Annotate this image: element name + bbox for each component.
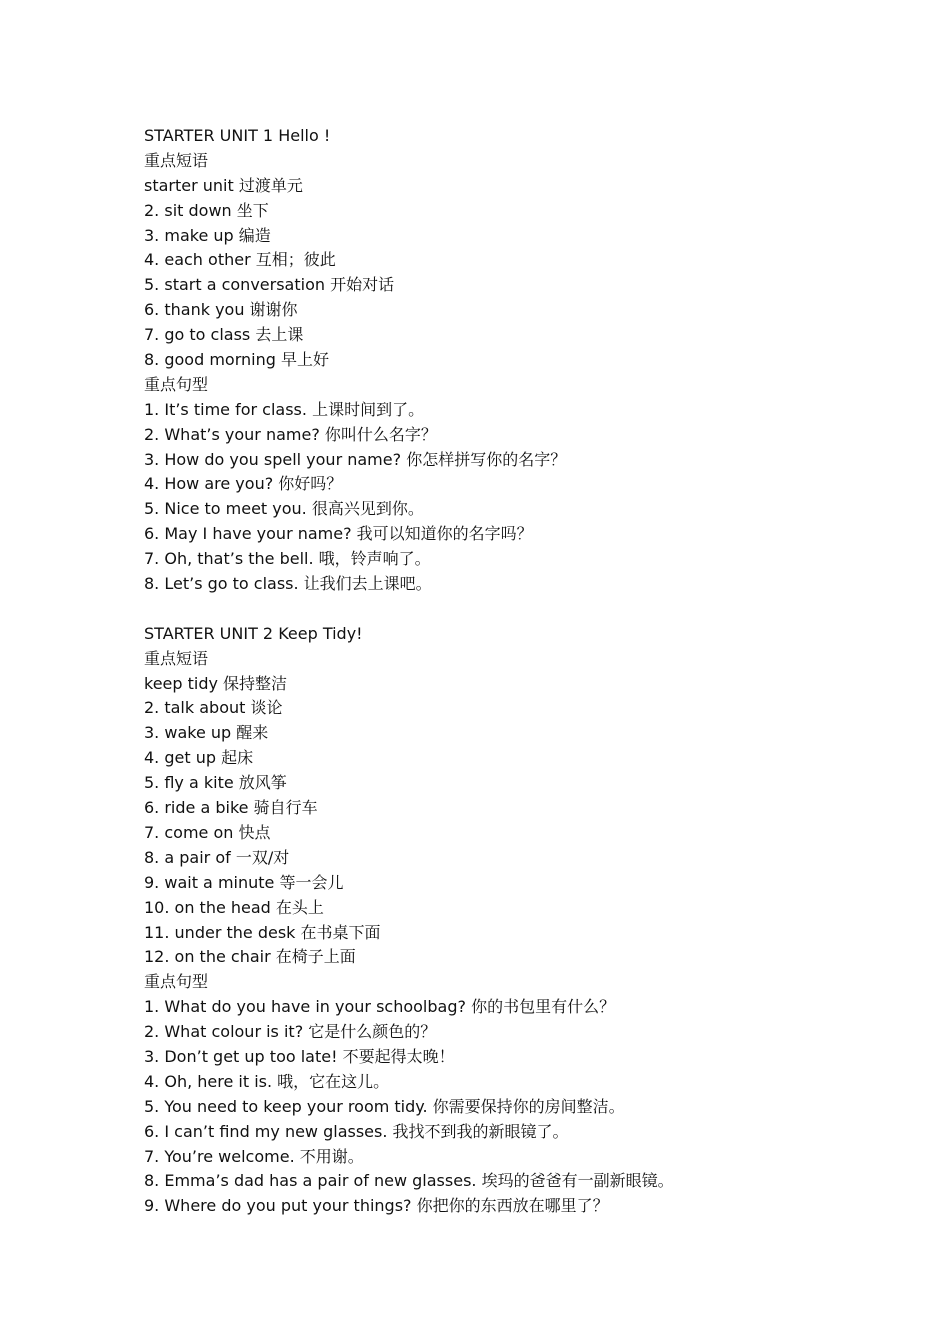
phrase-item: 6. ride a bike 骑自行车	[144, 798, 318, 818]
phrase-item: 10. on the head 在头上	[144, 897, 324, 917]
sentence-item: 3. How do you spell your name? 你怎样拼写你的名字？	[144, 449, 567, 469]
sentence-item: 9. Where do you put your things? 你把你的东西放在哪里了？	[144, 1196, 609, 1216]
phrases-heading: 重点短语	[144, 150, 209, 170]
sentence-item: 1. What do you have in your schoolbag? 你的书包里有什么？	[144, 997, 616, 1017]
sentences-heading: 重点句型	[144, 374, 209, 394]
sentences-heading: 重点句型	[144, 972, 209, 992]
phrase-item: starter unit 过渡单元	[144, 175, 303, 195]
sentence-item: 4. Oh, here it is. 哦，它在这儿。	[144, 1071, 390, 1091]
sentence-item: 2. What’s your name? 你叫什么名字？	[144, 424, 437, 444]
phrase-item: 3. make up 编造	[144, 225, 271, 245]
sentence-item: 2. What colour is it? 它是什么颜色的？	[144, 1022, 437, 1042]
phrase-item: 9. wait a minute 等一会儿	[144, 872, 344, 892]
section-spacer	[144, 597, 924, 622]
sentence-item: 6. I can’t find my new glasses. 我找不到我的新眼镜了。	[144, 1121, 569, 1141]
phrase-item: 6. thank you 谢谢你	[144, 300, 298, 320]
sentence-item: 1. It’s time for class. 上课时间到了。	[144, 399, 425, 419]
unit-title: STARTER UNIT 2 Keep Tidy!	[144, 623, 363, 643]
phrase-item: 2. sit down 坐下	[144, 200, 269, 220]
unit-title: STARTER UNIT 1 Hello !	[144, 126, 331, 145]
phrase-item: 4. get up 起床	[144, 748, 254, 768]
sentence-item: 5. Nice to meet you. 很高兴见到你。	[144, 499, 424, 519]
phrase-item: 8. good morning 早上好	[144, 350, 329, 370]
sentence-item: 3. Don’t get up too late! 不要起得太晚！	[144, 1046, 455, 1066]
phrase-item: keep tidy 保持整洁	[144, 673, 288, 693]
phrase-item: 2. talk about 谈论	[144, 698, 283, 718]
phrase-item: 5. start a conversation 开始对话	[144, 275, 395, 295]
phrase-item: 12. on the chair 在椅子上面	[144, 947, 356, 967]
phrase-item: 11. under the desk 在书桌下面	[144, 922, 381, 942]
sentence-item: 4. How are you? 你好吗？	[144, 474, 343, 494]
phrase-item: 8. a pair of 一双/对	[144, 847, 290, 867]
sentence-item: 8. Let’s go to class. 让我们去上课吧。	[144, 574, 432, 594]
phrase-item: 7. go to class 去上课	[144, 325, 304, 345]
phrases-heading: 重点短语	[144, 648, 209, 668]
sentence-item: 7. Oh, that’s the bell. 哦，铃声响了。	[144, 549, 431, 569]
sentence-item: 6. May I have your name? 我可以知道你的名字吗？	[144, 524, 533, 544]
phrase-item: 4. each other 互相；彼此	[144, 250, 336, 270]
sentence-item: 8. Emma’s dad has a pair of new glasses. 埃玛的爸爸有一副新眼镜。	[144, 1171, 674, 1191]
phrase-item: 5. fly a kite 放风筝	[144, 773, 287, 793]
sentence-item: 7. You’re welcome. 不用谢。	[144, 1146, 364, 1166]
phrase-item: 7. come on 快点	[144, 822, 271, 842]
phrase-item: 3. wake up 醒来	[144, 723, 269, 743]
sentence-item: 5. You need to keep your room tidy. 你需要保持你的房间整洁。	[144, 1096, 625, 1116]
document-body	[144, 124, 924, 1219]
